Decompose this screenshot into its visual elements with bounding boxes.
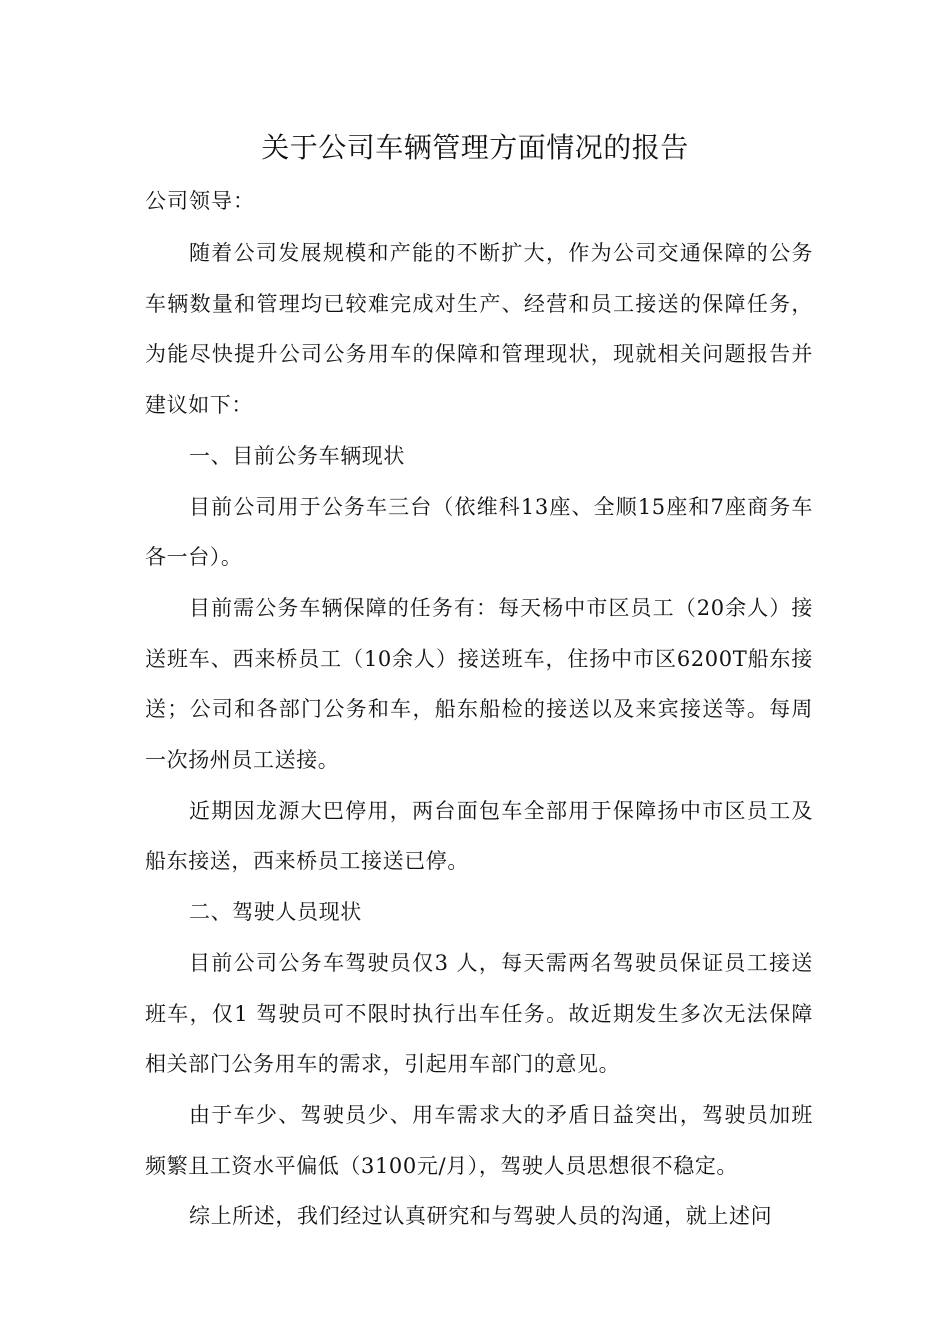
paragraph-driver-count: 目前公司公务车驾驶员仅3 人，每天需两名驾驶员保证员工接送班车，仅1 驾驶员可不限时执行出车任务。故近期发生多次无法保障相关部门公务用车的需求，引起用车部门的意见。 <box>145 950 813 1077</box>
paragraph-recent-changes: 近期因龙源大巴停用，两台面包车全部用于保障扬中市区员工及船东接送，西来桥员工接送已停。 <box>145 798 813 874</box>
section-heading-drivers: 二、驾驶人员现状 <box>189 900 362 925</box>
section-heading-vehicles: 一、目前公务车辆现状 <box>189 443 405 468</box>
paragraph-driver-issues: 由于车少、驾驶员少、用车需求大的矛盾日益突出，驾驶员加班频繁且工资水平偏低（3100元/月），驾驶人员思想很不稳定。 <box>145 1102 813 1178</box>
paragraph-vehicle-tasks: 目前需公务车辆保障的任务有：每天杨中市区员工（20余人）接送班车、西来桥员工（10余人）接送班车，住扬中市区6200T船东接送；公司和各部门公务和车，船东船检的接送以及来宾接送等。每周一次扬州员工送接。 <box>145 595 813 773</box>
paragraph-vehicle-count: 目前公司用于公务车三台（依维科13座、全顺15座和7座商务车各一台）。 <box>145 494 813 570</box>
salutation: 公司领导： <box>145 189 255 213</box>
paragraph-intro: 随着公司发展规模和产能的不断扩大，作为公司交通保障的公务车辆数量和管理均已较难完成对生产、经营和员工接送的保障任务，为能尽快提升公司公务用车的保障和管理现状，现就相关问题报告并建议如下： <box>145 241 813 418</box>
document-body <box>145 228 813 1242</box>
document-title: 关于公司车辆管理方面情况的报告 <box>261 131 689 164</box>
paragraph-conclusion: 综上所述，我们经过认真研究和与驾驶人员的沟通，就上述问 <box>189 1204 773 1229</box>
